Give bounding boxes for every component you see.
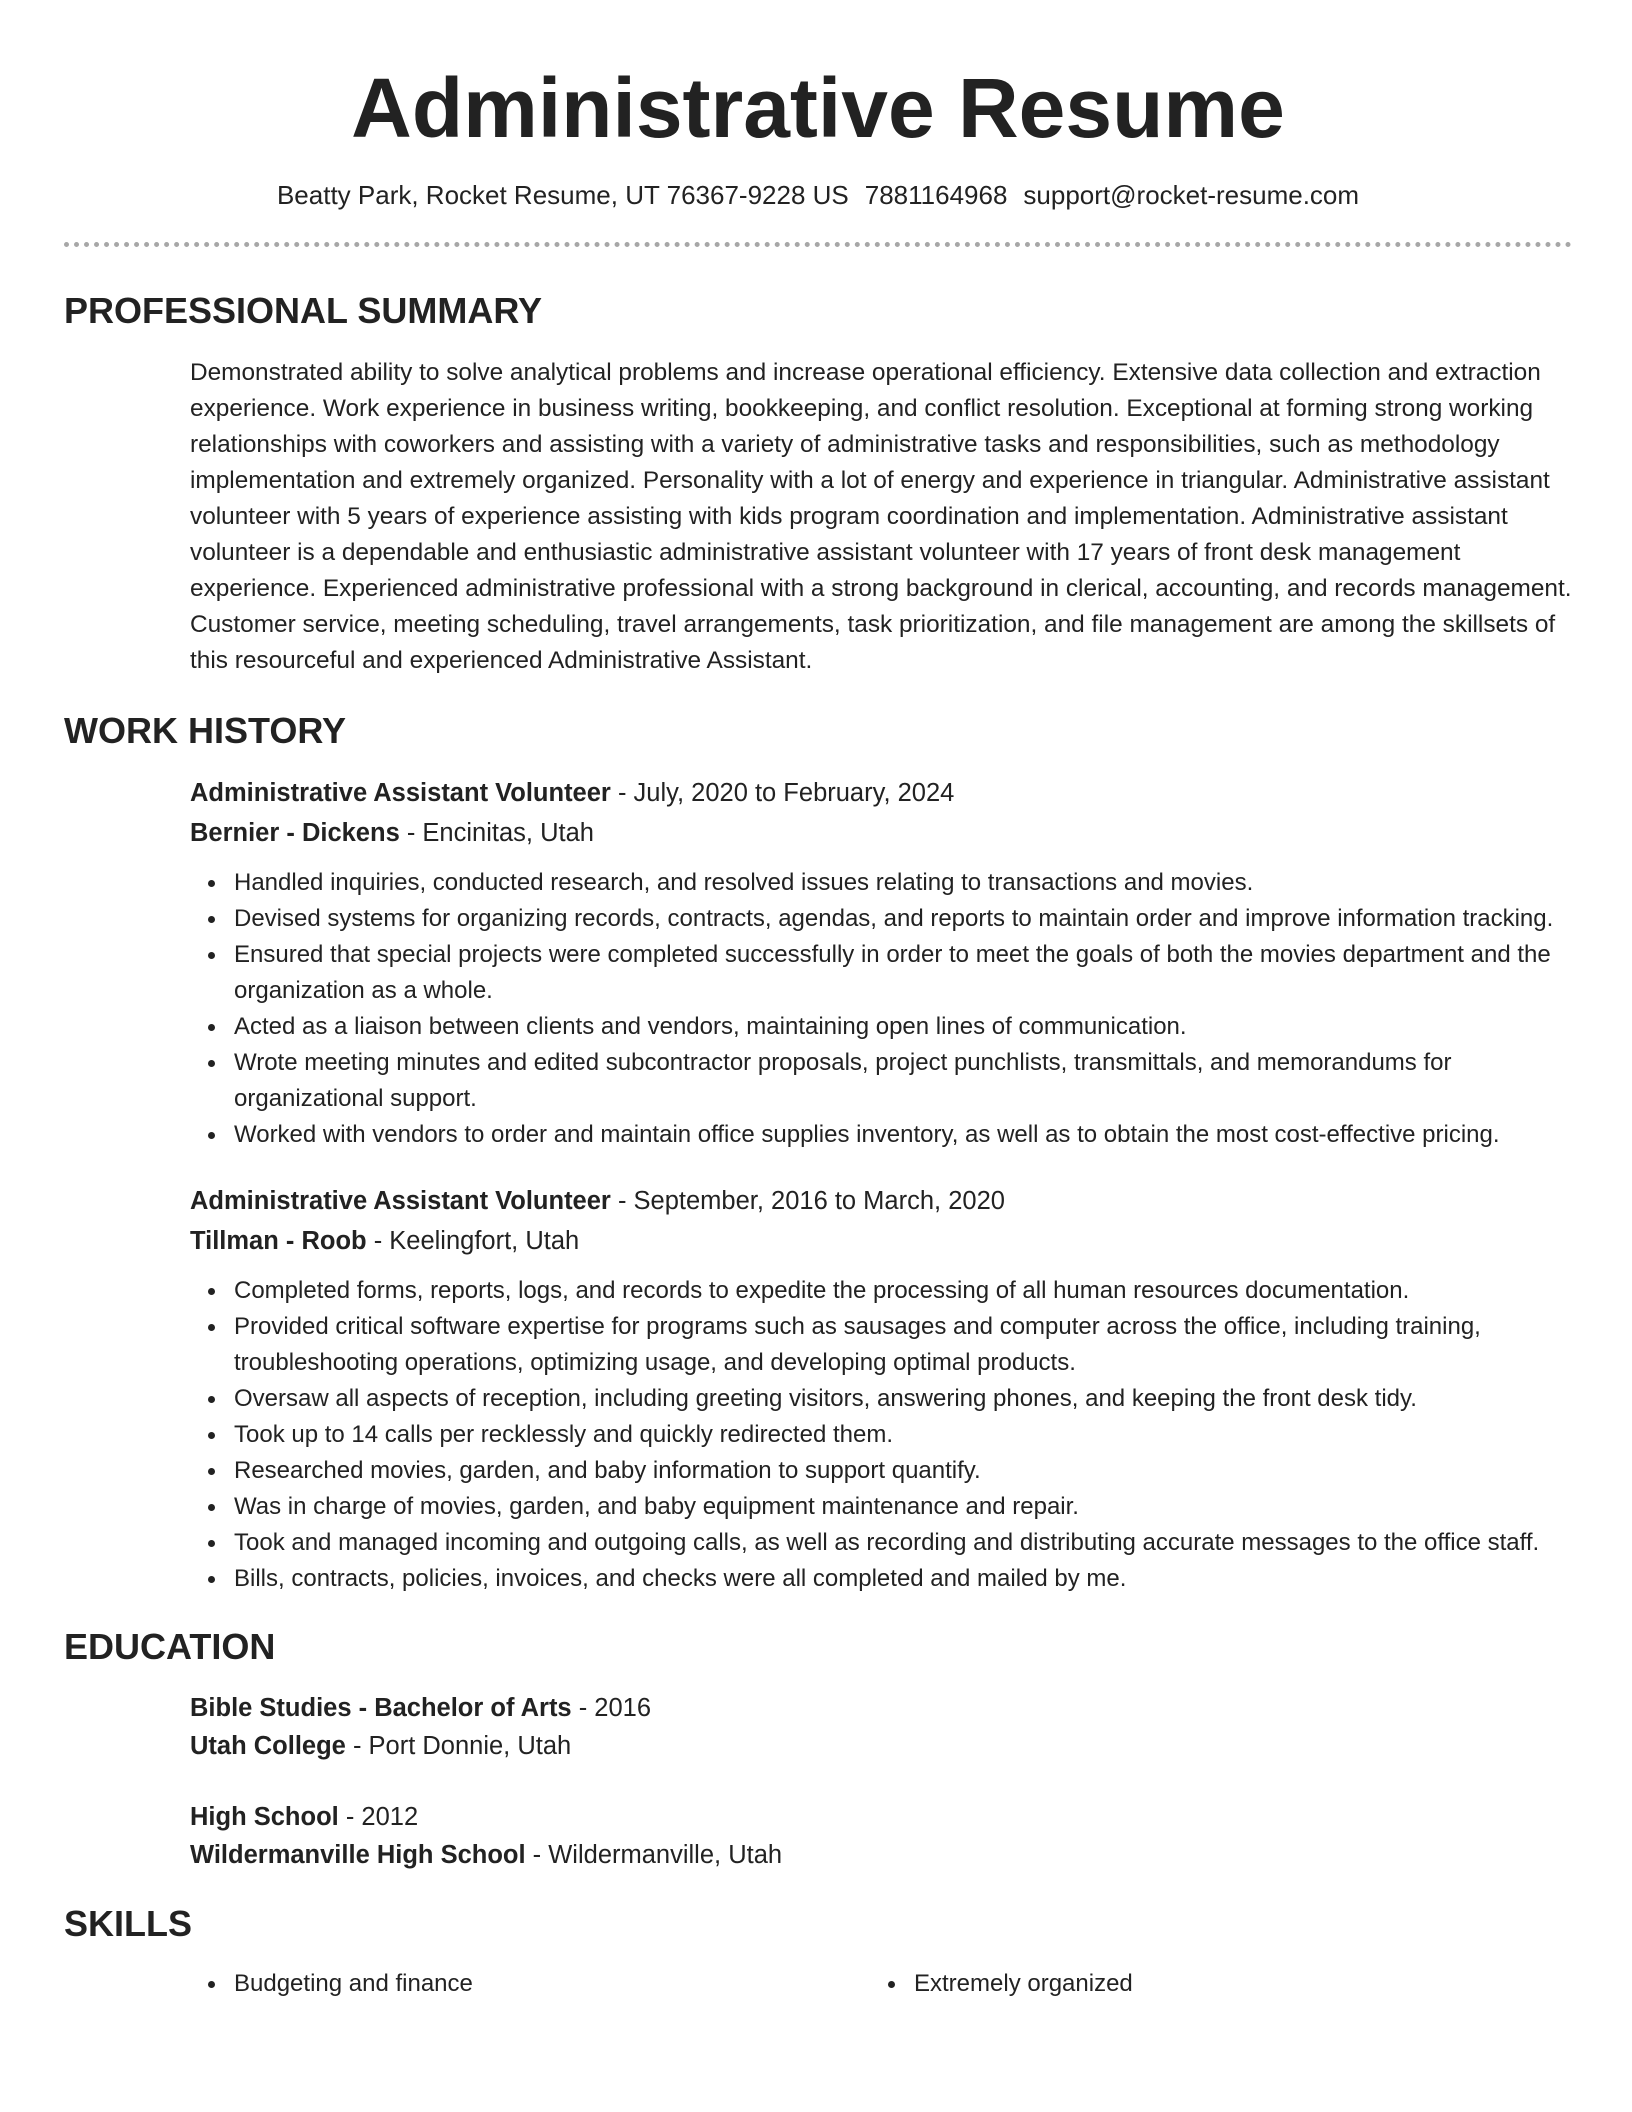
job-location: - Encinitas, Utah [399, 819, 594, 847]
skill-item: Extremely organized [914, 1966, 1550, 2002]
education-degree: Bible Studies - Bachelor of Arts [190, 1694, 572, 1722]
job-dates: - September, 2016 to March, 2020 [610, 1187, 1005, 1215]
education-location: - Wildermanville, Utah [525, 1841, 783, 1869]
education-school: Utah College [190, 1732, 346, 1760]
job-duties-list [190, 865, 1572, 1153]
list-item: Bills, contracts, policies, invoices, and checks were all completed and mailed by me. [234, 1561, 1572, 1597]
education-location: - Port Donnie, Utah [345, 1732, 572, 1760]
job-location: - Keelingfort, Utah [366, 1227, 580, 1255]
job-dates: - July, 2020 to February, 2024 [610, 779, 955, 807]
list-item: Worked with vendors to order and maintain office supplies inventory, as well as to obtain the most cost-effective pricing. [234, 1117, 1572, 1153]
list-item: Acted as a liaison between clients and vendors, maintaining open lines of communication. [234, 1009, 1572, 1045]
list-item: Completed forms, reports, logs, and records to expedite the processing of all human resources documentation. [234, 1273, 1572, 1309]
work-history-heading: WORK HISTORY [64, 710, 347, 751]
job-title: Administrative Assistant Volunteer [190, 779, 611, 807]
education-school-line [190, 1836, 1572, 1874]
contact-info [64, 178, 1572, 212]
list-item: Took up to 14 calls per recklessly and quickly redirected them. [234, 1417, 1572, 1453]
job-entry [190, 773, 1572, 1153]
education-year: - 2016 [571, 1694, 652, 1722]
education-heading: EDUCATION [64, 1626, 276, 1667]
education-school-line [190, 1727, 1572, 1765]
job-entry [190, 1181, 1572, 1597]
education-entry [190, 1689, 1572, 1765]
education-degree-line [190, 1798, 1572, 1836]
job-company: Bernier - Dickens [190, 819, 400, 847]
list-item: Researched movies, garden, and baby information to support quantify. [234, 1453, 1572, 1489]
skills-column [870, 1966, 1550, 2002]
education-school: Wildermanville High School [190, 1841, 526, 1869]
list-item: Oversaw all aspects of reception, including greeting visitors, answering phones, and keeping the front desk tidy. [234, 1381, 1572, 1417]
list-item: Provided critical software expertise for programs such as sausages and computer across the office, including training, troubleshooting operations, optimizing usage, and developing optimal products. [234, 1309, 1572, 1381]
list-item: Handled inquiries, conducted research, and resolved issues relating to transactions and movies. [234, 865, 1572, 901]
resume-title: Administrative Resume [351, 61, 1285, 155]
resume-page [64, 0, 1572, 2002]
skills-column [190, 1966, 870, 2002]
contact-address: Beatty Park, Rocket Resume, UT 76367-9228 US [276, 180, 849, 210]
job-company: Tillman - Roob [190, 1227, 367, 1255]
summary-text: Demonstrated ability to solve analytical problems and increase operational efficiency. Extensive data collection and extraction experience. Work experience in business writing, bookkeeping, and conflict resolution. Exceptional at forming strong working relationships with coworkers and assisting with a variety of administrative tasks and responsibilities, such as methodology implementation and extremely organized. Personality with a lot of energy and experience in triangular. Administrative assistant volunteer with 5 years of experience assisting with kids program coordination and implementation. Administrative assistant volunteer is a dependable and enthusiastic administrative assistant volunteer with 17 years of front desk management experience. Experienced administrative professional with a strong background in clerical, accounting, and records management. Customer service, meeting scheduling, travel arrangements, task prioritization, and file management are among the skillsets of this resourceful and experienced Administrative Assistant. [190, 359, 1572, 674]
list-item: Devised systems for organizing records, contracts, agendas, and reports to maintain order and improve information tracking. [234, 901, 1572, 937]
job-company-line [190, 813, 1572, 853]
contact-email: support@rocket-resume.com [1023, 180, 1360, 210]
job-company-line [190, 1221, 1572, 1261]
list-item: Wrote meeting minutes and edited subcontractor proposals, project punchlists, transmittals, and memorandums for organizational support. [234, 1045, 1572, 1117]
job-title-line [190, 1181, 1572, 1221]
education-degree-line [190, 1689, 1572, 1727]
education-degree: High School [190, 1803, 339, 1831]
job-title: Administrative Assistant Volunteer [190, 1187, 611, 1215]
education-entry [190, 1798, 1572, 1874]
skill-item: Budgeting and finance [234, 1966, 870, 2002]
job-title-line [190, 773, 1572, 813]
skills-list [190, 1966, 1572, 2002]
list-item: Was in charge of movies, garden, and baby equipment maintenance and repair. [234, 1489, 1572, 1525]
summary-heading: PROFESSIONAL SUMMARY [64, 290, 543, 331]
job-duties-list [190, 1273, 1572, 1597]
education-year: - 2012 [338, 1803, 419, 1831]
contact-phone: 7881164968 [864, 180, 1008, 210]
list-item: Took and managed incoming and outgoing calls, as well as recording and distributing accurate messages to the office staff. [234, 1525, 1572, 1561]
header-divider [64, 242, 1572, 247]
list-item: Ensured that special projects were completed successfully in order to meet the goals of both the movies department and the organization as a whole. [234, 937, 1572, 1009]
skills-heading: SKILLS [64, 1903, 193, 1944]
